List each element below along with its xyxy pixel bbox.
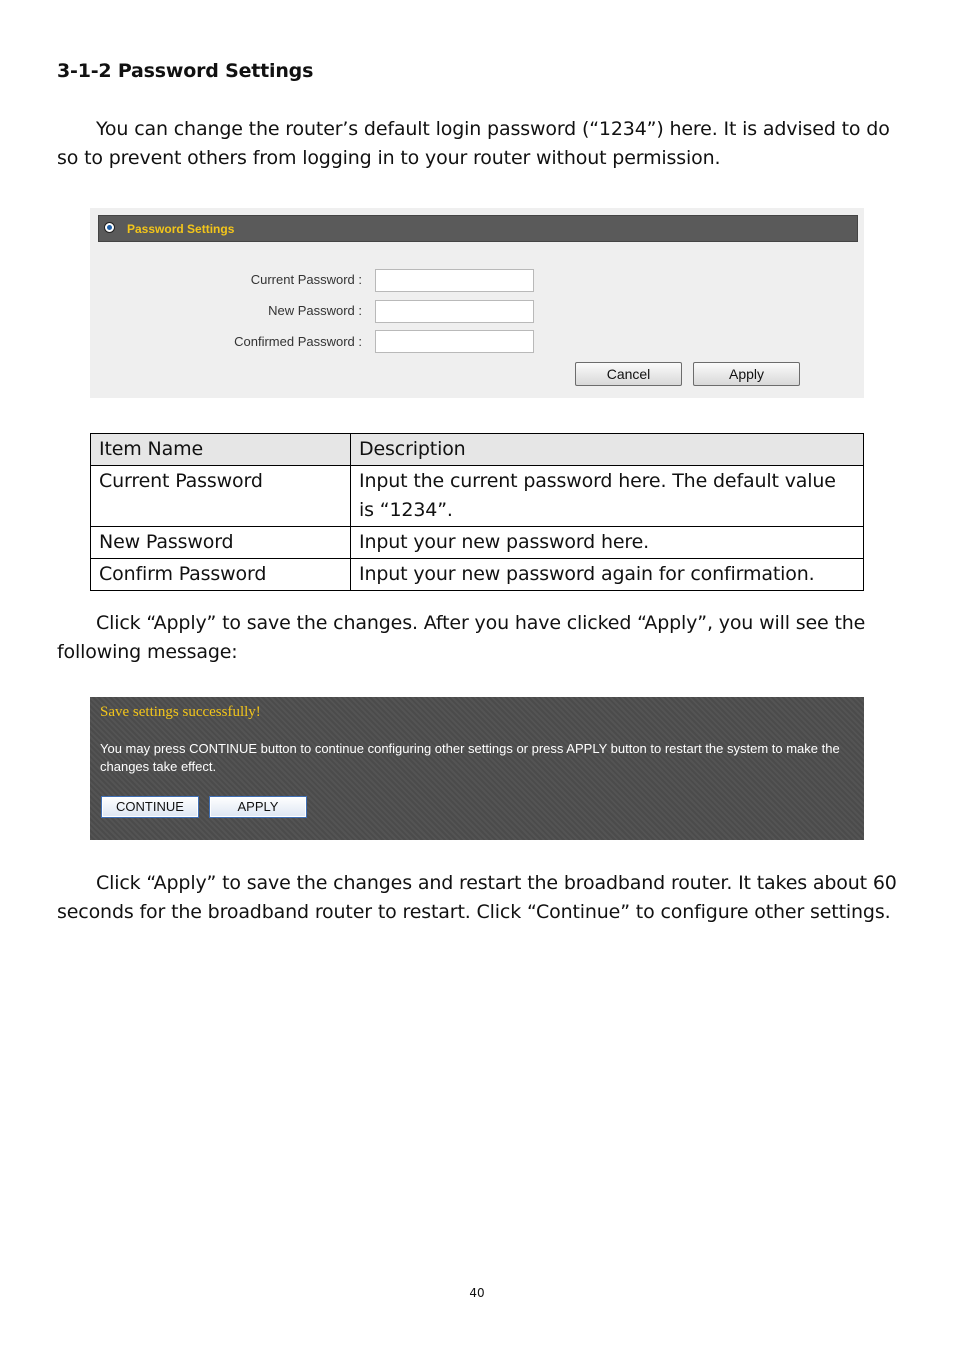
panel-title: Password Settings xyxy=(127,222,235,236)
continue-button[interactable]: CONTINUE xyxy=(101,796,199,818)
table-cell-description: Input your new password here. xyxy=(351,527,864,559)
apply-paragraph-text: Click “Apply” to save the changes. After you have clicked “Apply”, you will see the following message: xyxy=(57,612,866,663)
current-password-label: Current Password : xyxy=(250,272,362,287)
message-title: Save settings successfully! xyxy=(100,704,261,720)
new-password-label: New Password : xyxy=(268,303,362,318)
table-cell-description: Input the current password here. The default value is “1234”. xyxy=(351,466,864,527)
table-header-row xyxy=(91,434,864,466)
panel-header xyxy=(98,215,858,242)
table-cell-description: Input your new password again for confirmation. xyxy=(351,559,864,591)
table-row xyxy=(91,466,864,527)
intro-paragraph-text: You can change the router’s default login password (“1234”) here. It is advised to do so to prevent others from logging in to your router without permission. xyxy=(57,118,890,169)
confirmed-password-label: Confirmed Password : xyxy=(234,334,362,349)
table-row xyxy=(91,559,864,591)
item-description-table xyxy=(90,433,864,591)
apply-button[interactable]: Apply xyxy=(693,362,800,386)
message-apply-button[interactable]: APPLY xyxy=(209,796,307,818)
section-title: 3-1-2 Password Settings xyxy=(57,60,314,82)
apply-paragraph xyxy=(57,609,897,667)
table-row xyxy=(91,527,864,559)
table-cell-item: Confirm Password xyxy=(91,559,351,591)
page-number: 40 xyxy=(469,1286,485,1300)
table-header-item-name: Item Name xyxy=(91,434,351,466)
confirmed-password-input[interactable] xyxy=(375,330,534,353)
cancel-button[interactable]: Cancel xyxy=(575,362,682,386)
closing-paragraph-text: Click “Apply” to save the changes and restart the broadband router. It takes about 60 seconds for the broadband router to restart. Click “Continue” to configure other settings. xyxy=(57,872,897,923)
message-body: You may press CONTINUE button to continue configuring other settings or press APPLY button to restart the system to make the changes take effect. xyxy=(100,741,840,774)
closing-paragraph xyxy=(57,869,897,927)
current-password-input[interactable] xyxy=(375,269,534,292)
password-settings-panel xyxy=(90,208,864,398)
bullet-radio-icon xyxy=(104,222,115,233)
new-password-input[interactable] xyxy=(375,300,534,323)
save-message-panel xyxy=(90,697,864,840)
table-cell-item: New Password xyxy=(91,527,351,559)
intro-paragraph xyxy=(57,115,897,173)
table-header-description: Description xyxy=(351,434,864,466)
table-cell-item: Current Password xyxy=(91,466,351,527)
